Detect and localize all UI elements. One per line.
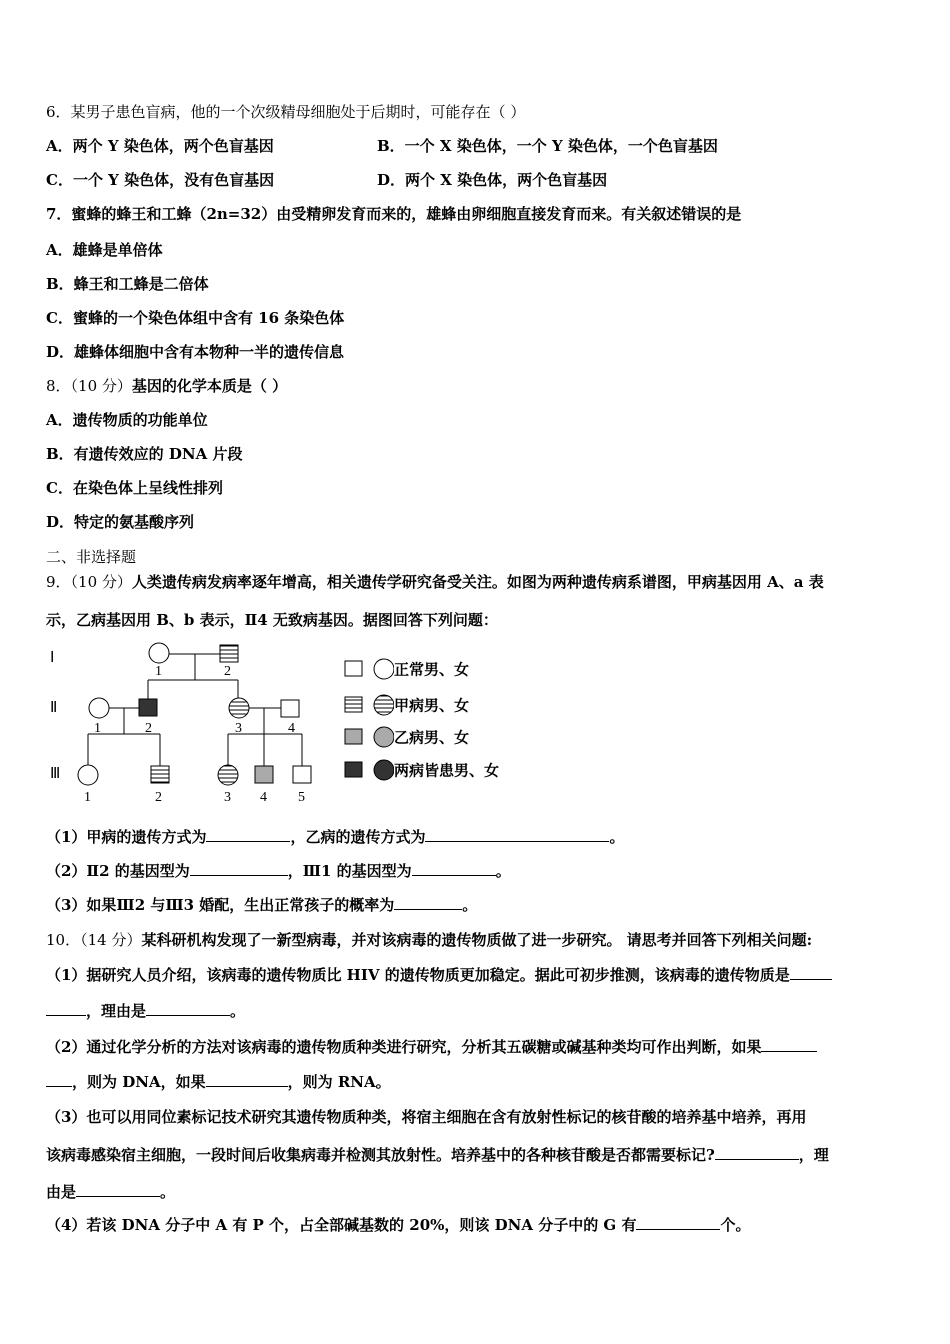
ind-III-3: 3 bbox=[224, 790, 231, 805]
q10-s3-line2: 该病毒感染宿主细胞，一段时间后收集病毒并检测其放射性。培养基中的各种核苷酸是否都需要标记? ，理 bbox=[46, 1146, 829, 1164]
answer-blank[interactable] bbox=[394, 895, 462, 910]
q10-s2-line2: ，则为 DNA，如果 ，则为 RNA。 bbox=[46, 1072, 391, 1092]
legend-both-icon bbox=[340, 759, 394, 781]
legend-normal: 正常男、女 bbox=[340, 658, 469, 680]
legend-disease-a: 甲病男、女 bbox=[340, 694, 469, 716]
answer-blank[interactable] bbox=[46, 1072, 72, 1087]
q7-stem: 7．蜜蜂的蜂王和工蜂（2n=32）由受精卵发育而来的，雄蜂由卵细胞直接发育而来。有关叙述错误的是 bbox=[46, 205, 742, 223]
q7-option-d[interactable]: D．雄蜂体细胞中含有本物种一半的遗传信息 bbox=[46, 343, 345, 361]
ind-II-1: 1 bbox=[94, 721, 101, 736]
ind-II-3: 3 bbox=[235, 721, 242, 736]
III-1-female-normal bbox=[78, 765, 98, 785]
ind-III-5: 5 bbox=[298, 790, 305, 805]
q7-option-a[interactable]: A．雄蜂是单倍体 bbox=[46, 241, 163, 259]
q6-option-b[interactable]: B．一个 X 染色体，一个 Y 染色体，一个色盲基因 bbox=[377, 137, 718, 155]
legend-both-diseases: 两病皆患男、女 bbox=[340, 759, 499, 781]
answer-blank[interactable] bbox=[412, 861, 496, 876]
answer-blank[interactable] bbox=[790, 965, 832, 980]
q8-option-a[interactable]: A．遗传物质的功能单位 bbox=[46, 411, 208, 429]
q7-option-c[interactable]: C．蜜蜂的一个染色体组中含有 16 条染色体 bbox=[46, 309, 345, 327]
q9-sub3: （3）如果Ⅲ2 与Ⅲ3 婚配，生出正常孩子的概率为 。 bbox=[46, 896, 478, 914]
ind-I-2: 2 bbox=[224, 664, 231, 679]
ind-III-1: 1 bbox=[84, 790, 91, 805]
q6-option-c[interactable]: C．一个 Y 染色体，没有色盲基因 bbox=[46, 171, 275, 189]
q9-stem-line1: 9．（10 分）人类遗传病发病率逐年增高，相关遗传学研究备受关注。如图为两种遗传病系谱图，甲病基因用 A、a 表 bbox=[46, 573, 824, 591]
answer-blank[interactable] bbox=[206, 827, 290, 842]
ind-I-1: 1 bbox=[155, 664, 162, 679]
III-3-female-disease-a bbox=[218, 765, 238, 785]
gen-label-2: Ⅱ bbox=[50, 700, 58, 716]
gen-label-1: Ⅰ bbox=[50, 650, 55, 666]
III-5-male-normal bbox=[293, 766, 311, 783]
q10-s2-line1: （2）通过化学分析的方法对该病毒的遗传物质种类进行研究，分析其五碳糖或碱基种类均可作出判断，如果 bbox=[46, 1037, 817, 1057]
q9-sub1: （1）甲病的遗传方式为 ，乙病的遗传方式为 。 bbox=[46, 828, 625, 846]
legend-normal-icon bbox=[340, 658, 394, 680]
q10-s1-line1: （1）据研究人员介绍，该病毒的遗传物质比 HIV 的遗传物质更加稳定。据此可初步推测，该病毒的遗传物质是 bbox=[46, 965, 832, 985]
q6-stem: 6．某男子患色盲病，他的一个次级精母细胞处于后期时，可能存在（ ） bbox=[46, 103, 526, 121]
answer-blank[interactable] bbox=[146, 1001, 230, 1016]
q10-stem: 10．（14 分）某科研机构发现了一新型病毒，并对该病毒的遗传物质做了进一步研究。 请思考并回答下列相关问题: bbox=[46, 931, 813, 949]
answer-blank[interactable] bbox=[76, 1182, 160, 1197]
q10-s3-line3: 由是 。 bbox=[46, 1183, 176, 1201]
q10-s1-line2: ，理由是 。 bbox=[46, 1001, 245, 1021]
q6-option-d[interactable]: D．两个 X 染色体，两个色盲基因 bbox=[377, 171, 608, 189]
ind-II-4: 4 bbox=[288, 721, 295, 736]
I-2-male-disease-a bbox=[220, 645, 238, 662]
pedigree-chart bbox=[40, 640, 330, 810]
legend-disease-a-icon bbox=[340, 694, 394, 716]
q10-s3-line1: （3）也可以用同位素标记技术研究其遗传物质种类，将宿主细胞在含有放射性标记的核苷酸的培养基中培养，再用 bbox=[46, 1108, 807, 1126]
ind-III-4: 4 bbox=[260, 790, 267, 805]
III-2-male-disease-a bbox=[151, 766, 169, 783]
section-heading: 二、非选择题 bbox=[46, 548, 137, 566]
answer-blank[interactable] bbox=[425, 827, 609, 842]
q8-option-b[interactable]: B．有遗传效应的 DNA 片段 bbox=[46, 445, 243, 463]
legend-disease-b-icon bbox=[340, 726, 394, 748]
answer-blank[interactable] bbox=[206, 1072, 288, 1087]
q8-option-d[interactable]: D．特定的氨基酸序列 bbox=[46, 513, 195, 531]
answer-blank[interactable] bbox=[190, 861, 288, 876]
II-3-female-disease-a bbox=[229, 698, 249, 718]
q6-option-a[interactable]: A．两个 Y 染色体，两个色盲基因 bbox=[46, 137, 274, 155]
answer-blank[interactable] bbox=[636, 1215, 720, 1230]
gen-label-3: Ⅲ bbox=[50, 766, 61, 782]
q8-option-c[interactable]: C．在染色体上呈线性排列 bbox=[46, 479, 223, 497]
II-1-female-normal bbox=[89, 698, 109, 718]
legend-disease-b: 乙病男、女 bbox=[340, 726, 469, 748]
q7-option-b[interactable]: B．蜂王和工蜂是二倍体 bbox=[46, 275, 209, 293]
answer-blank[interactable] bbox=[715, 1145, 799, 1160]
answer-blank[interactable] bbox=[46, 1001, 86, 1016]
III-4-male-disease-b bbox=[255, 766, 273, 783]
I-1-female-normal bbox=[149, 643, 169, 663]
q10-s4: （4）若该 DNA 分子中 A 有 P 个，占全部碱基数的 20%，则该 DNA 分子中的 G 有 个。 bbox=[46, 1216, 751, 1234]
q8-stem: 8．（10 分）基因的化学本质是（ ） bbox=[46, 377, 288, 395]
II-2-male-both-diseases bbox=[139, 699, 157, 716]
q9-stem-line2: 示，乙病基因用 B、b 表示，Ⅱ4 无致病基因。据图回答下列问题： bbox=[46, 611, 498, 629]
answer-blank[interactable] bbox=[761, 1037, 817, 1052]
ind-II-2: 2 bbox=[145, 721, 152, 736]
ind-III-2: 2 bbox=[155, 790, 162, 805]
q9-sub2: （2）Ⅱ2 的基因型为 ，Ⅲ1 的基因型为 。 bbox=[46, 862, 511, 880]
II-4-male-normal bbox=[281, 700, 299, 717]
